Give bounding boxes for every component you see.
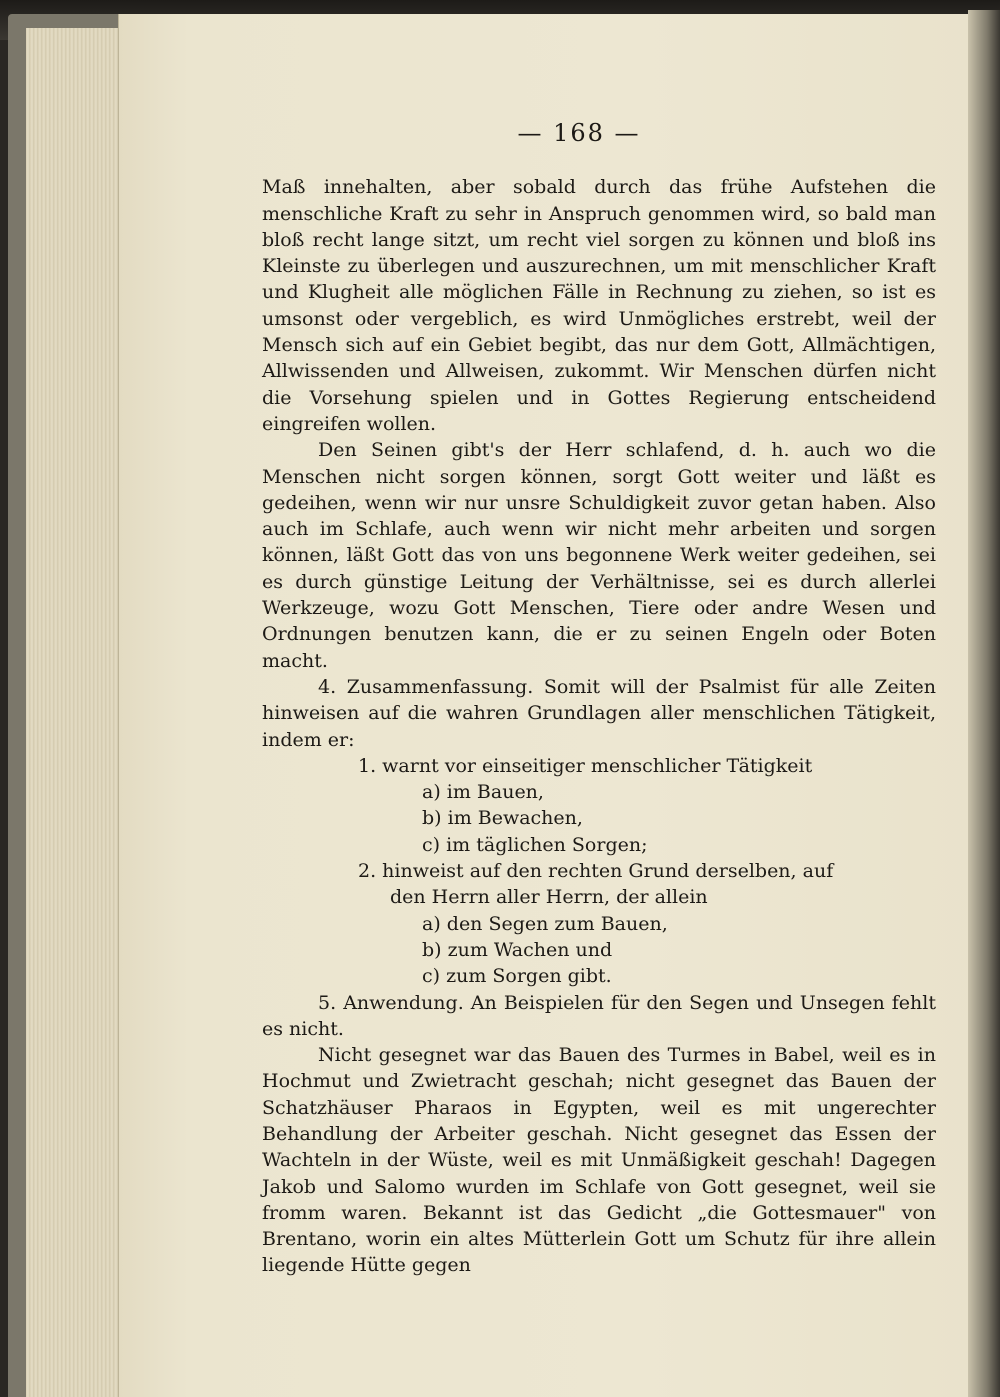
list-item-2: 2. hinweist auf den rechten Grund derselben, auf [358,860,834,883]
paragraph-3-summary: 4. Zusammenfassung. Somit will der Psalmist für alle Zeiten hinweisen auf die wahren Grundlagen aller menschlichen Tätigkeit, indem er: [262,675,936,751]
page-gutter-shadow [968,10,1000,1397]
paragraph-1: Maß innehalten, aber sobald durch das frühe Aufstehen die menschliche Kraft zu sehr in Anspruch genommen wird, so bald man bloß recht lange sitzt, um recht viel sorgen zu können und bloß ins Kleinste zu überlegen und auszurechnen, um mit menschlicher Kraft und Klugheit alle möglichen Fälle in Rechnung zu ziehen, so ist es umsonst oder vergeblich, es wird Unmögliches erstrebt, weil der Mensch sich auf ein Gebiet begibt, das nur dem Gott, Allmächtigen, Allwissenden und Allweisen, zukommt. Wir Menschen dürfen nicht die Vorsehung spielen und in Gottes Regierung entscheidend eingreifen wollen. [262,176,936,435]
summary-list [262,753,936,990]
paragraph-examples: Nicht gesegnet war das Bauen des Turmes in Babel, weil es in Hochmut und Zwietracht geschah; nicht gesegnet das Bauen der Schatzhäuser Pharaos in Egypten, weil es mit ungerechter Behandlung der Arbeiter geschah. Nicht gesegnet das Essen der Wachteln in der Wüste, weil es mit Unmäßigkeit geschah! Dagegen Jakob und Salomo wurden im Schlafe von Gott gesegnet, weil sie fromm waren. Bekannt ist das Gedicht „die Gottesmauer" von Brentano, worin ein altes Mütterlein Gott um Schutz für ihre allein liegende Hütte gegen [262,1044,936,1277]
list-item-2b: b) zum Wachen und [422,938,613,961]
list-item-2c: c) zum Sorgen gibt. [422,965,612,988]
list-item-2a: a) den Segen zum Bauen, [422,912,668,935]
list-item-1: 1. warnt vor einseitiger menschlicher Tätigkeit [358,754,813,777]
list-item-1b: b) im Bewachen, [422,807,583,830]
paragraph-application: 5. Anwendung. An Beispielen für den Segen und Unsegen fehlt es nicht. [262,991,936,1040]
paragraph-2: Den Seinen gibt's der Herr schlafend, d. h. auch wo die Menschen nicht sorgen können, sorgt Gott weiter und läßt es gedeihen, wenn wir nur unsre Schuldigkeit zuvor getan haben. Also auch im Schlafe, auch wenn wir nicht mehr arbeiten und sorgen können, läßt Gott das von uns begonnene Werk weiter gedeihen, sei es durch günstige Leitung der Verhältnisse, sei es durch allerlei Werkzeuge, wozu Gott Menschen, Tiere oder andre Wesen und Ordnungen benutzen kann, die er zu seinen Engeln oder Boten macht. [262,439,936,672]
list-item-1a: a) im Bauen, [422,781,544,804]
page-number: — 168 — [517,119,641,147]
list-item-2-continued: den Herrn aller Herrn, der allein [390,886,708,909]
page-text [262,120,936,1279]
list-item-1c: c) im täglichen Sorgen; [422,833,648,856]
